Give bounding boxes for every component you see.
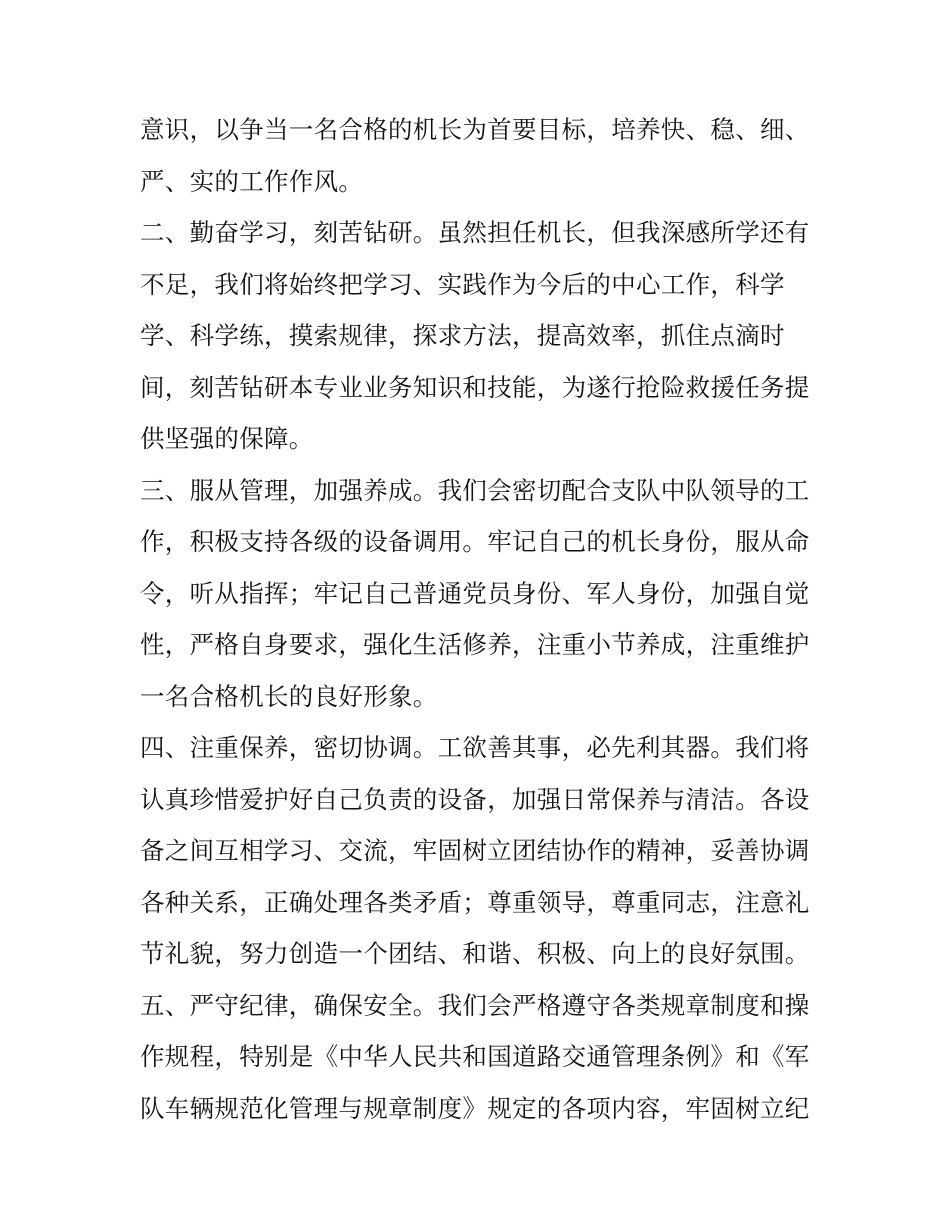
text-line: 各种关系，正确处理各类矛盾；尊重领导，尊重同志，注意礼 [140,887,810,917]
text-line: 令，听从指挥；牢记自己普通党员身份、军人身份，加强自觉 [140,578,810,608]
text-line: 严、实的工作作风。 [140,166,364,196]
text-line: 一名合格机长的良好形象。 [140,681,438,711]
text-line: 作规程，特别是《中华人民共和国道路交通管理条例》和《军 [140,1042,810,1071]
body-text [140,104,820,1134]
text-line: 认真珍惜爱护好自己负责的设备，加强日常保养与清洁。各设 [140,784,810,814]
text-line: 三、服从管理，加强养成。我们会密切配合支队中队领导的工 [140,475,810,505]
text-line: 节礼貌，努力创造一个团结、和谐、积极、向上的良好氛围。 [140,939,810,968]
text-line: 二、勤奋学习，刻苦钻研。虽然担任机长，但我深感所学还有 [140,218,810,247]
text-line: 四、注重保养，密切协调。工欲善其事，必先利其器。我们将 [140,733,810,762]
text-line: 不足，我们将始终把学习、实践作为今后的中心工作，科学 [140,269,785,299]
text-line: 作，积极支持各级的设备调用。牢记自己的机长身份，服从命 [140,527,810,556]
text-line: 备之间互相学习、交流，牢固树立团结协作的精神，妥善协调 [140,836,810,865]
text-line: 五、严守纪律，确保安全。我们会严格遵守各类规章制度和操 [140,990,810,1020]
text-line: 队车辆规范化管理与规章制度》规定的各项内容，牢固树立纪 [140,1093,810,1123]
text-line: 性，严格自身要求，强化生活修养，注重小节养成，注重维护 [140,630,810,659]
text-line: 供坚强的保障。 [140,424,314,453]
text-line: 学、科学练，摸索规律，探求方法，提高效率，抓住点滴时 [140,321,785,350]
text-line: 意识，以争当一名合格的机长为首要目标，培养快、稳、细、 [140,115,810,144]
text-line: 间，刻苦钻研本专业业务知识和技能，为遂行抢险救援任务提 [140,372,810,402]
